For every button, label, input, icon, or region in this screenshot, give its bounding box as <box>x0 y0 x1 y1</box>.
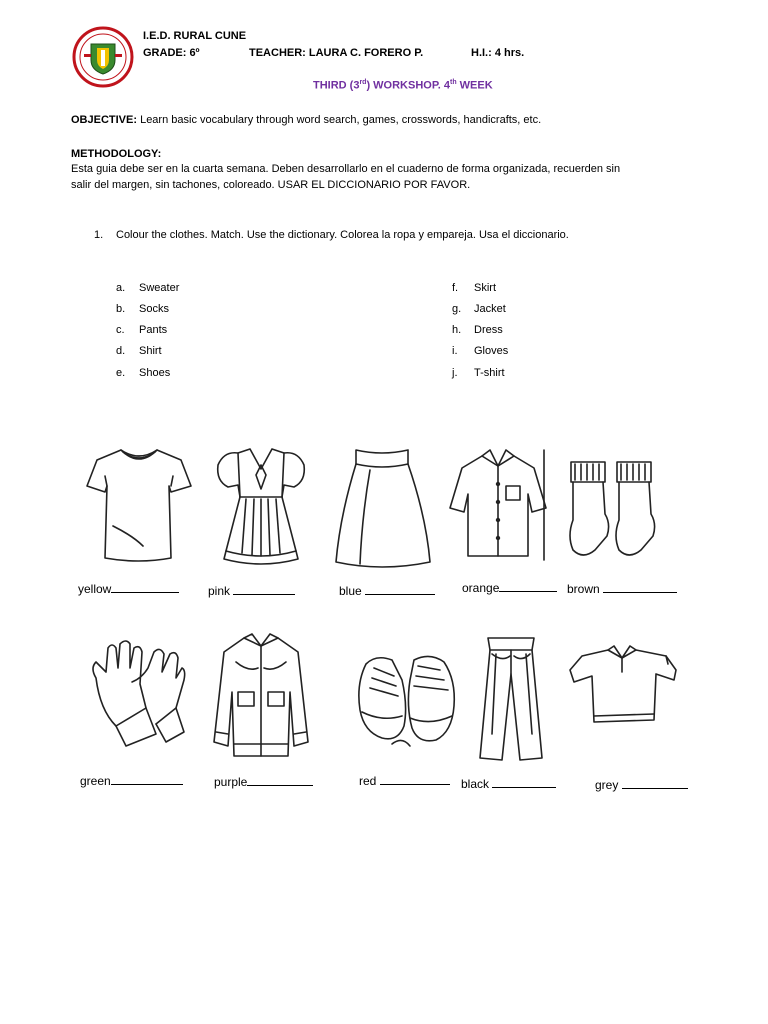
caption-orange: orange <box>462 579 557 595</box>
school-logo <box>72 26 134 88</box>
vocab-word: Dress <box>474 324 503 336</box>
school-name: I.E.D. RURAL CUNE <box>143 30 247 42</box>
caption-grey: grey <box>595 776 688 792</box>
objective-label: OBJECTIVE: <box>71 114 138 126</box>
jacket-drawing <box>208 632 314 764</box>
dress-drawing <box>210 445 312 569</box>
answer-line[interactable] <box>111 580 179 593</box>
t-shirt-drawing <box>83 446 195 566</box>
methodology-line-1: Esta guia debe ser en la cuarta semana. Deben desarrollarlo en el cuaderno de forma organizada, recuerden sin <box>71 163 621 175</box>
caption-blue: blue <box>339 582 435 598</box>
shirt-drawing <box>448 448 548 564</box>
exercise-instruction: Colour the clothes. Match. Use the dictionary. Colorea la ropa y empareja. Usa el diccionario. <box>116 229 569 241</box>
objective <box>71 114 541 126</box>
grade-label: GRADE: 6º <box>143 47 200 59</box>
caption-green: green <box>80 772 183 788</box>
vocab-word: Shoes <box>139 367 171 379</box>
methodology-label: METHODOLOGY: <box>71 148 162 160</box>
teacher-label: TEACHER: LAURA C. FORERO P. <box>249 47 424 59</box>
caption-black: black <box>461 775 556 791</box>
vocab-word: Jacket <box>474 303 506 315</box>
vocab-word: Shirt <box>139 345 162 357</box>
vocab-word: T-shirt <box>474 367 505 379</box>
vocab-word: Skirt <box>474 282 496 294</box>
workshop-title: THIRD (3rd) WORKSHOP. 4th WEEK <box>313 79 493 92</box>
vocab-letter: f. <box>452 282 459 294</box>
vocab-letter: e. <box>116 367 126 379</box>
exercise-number: 1. <box>94 229 104 241</box>
vocab-letter: g. <box>452 303 462 315</box>
vocab-word: Gloves <box>474 345 509 357</box>
sweater-drawing <box>566 644 680 730</box>
vocab-word: Socks <box>139 303 169 315</box>
answer-line[interactable] <box>365 582 435 595</box>
answer-line[interactable] <box>380 772 450 785</box>
vocab-letter: c. <box>116 324 125 336</box>
caption-red: red <box>359 772 450 788</box>
vocab-letter: h. <box>452 324 462 336</box>
vocab-word: Pants <box>139 324 168 336</box>
answer-line[interactable] <box>233 582 295 595</box>
pants-drawing <box>470 634 552 764</box>
hours-label: H.I.: 4 hrs. <box>471 47 525 59</box>
answer-line[interactable] <box>603 580 677 593</box>
answer-line[interactable] <box>622 776 688 789</box>
vocab-letter: j. <box>452 367 458 379</box>
caption-yellow: yellow <box>78 580 179 596</box>
vocab-word: Sweater <box>139 282 180 294</box>
caption-brown: brown <box>567 580 677 596</box>
vocab-letter: i. <box>452 345 458 357</box>
answer-line[interactable] <box>492 775 556 788</box>
vocab-letter: b. <box>116 303 126 315</box>
caption-pink: pink <box>208 582 295 598</box>
socks-drawing <box>565 458 665 564</box>
skirt-drawing <box>332 446 434 570</box>
answer-line[interactable] <box>111 772 183 785</box>
gloves-drawing <box>86 638 188 754</box>
vocab-letter: d. <box>116 345 126 357</box>
answer-line[interactable] <box>499 579 557 592</box>
shoes-drawing <box>352 650 460 750</box>
caption-purple: purple <box>214 773 313 789</box>
vocab-letter: a. <box>116 282 126 294</box>
objective-text: Learn basic vocabulary through word search, games, crosswords, handicrafts, etc. <box>137 114 542 126</box>
methodology-line-2: salir del margen, sin tachones, coloreado. USAR EL DICCIONARIO POR FAVOR. <box>71 179 471 191</box>
answer-line[interactable] <box>247 773 313 786</box>
